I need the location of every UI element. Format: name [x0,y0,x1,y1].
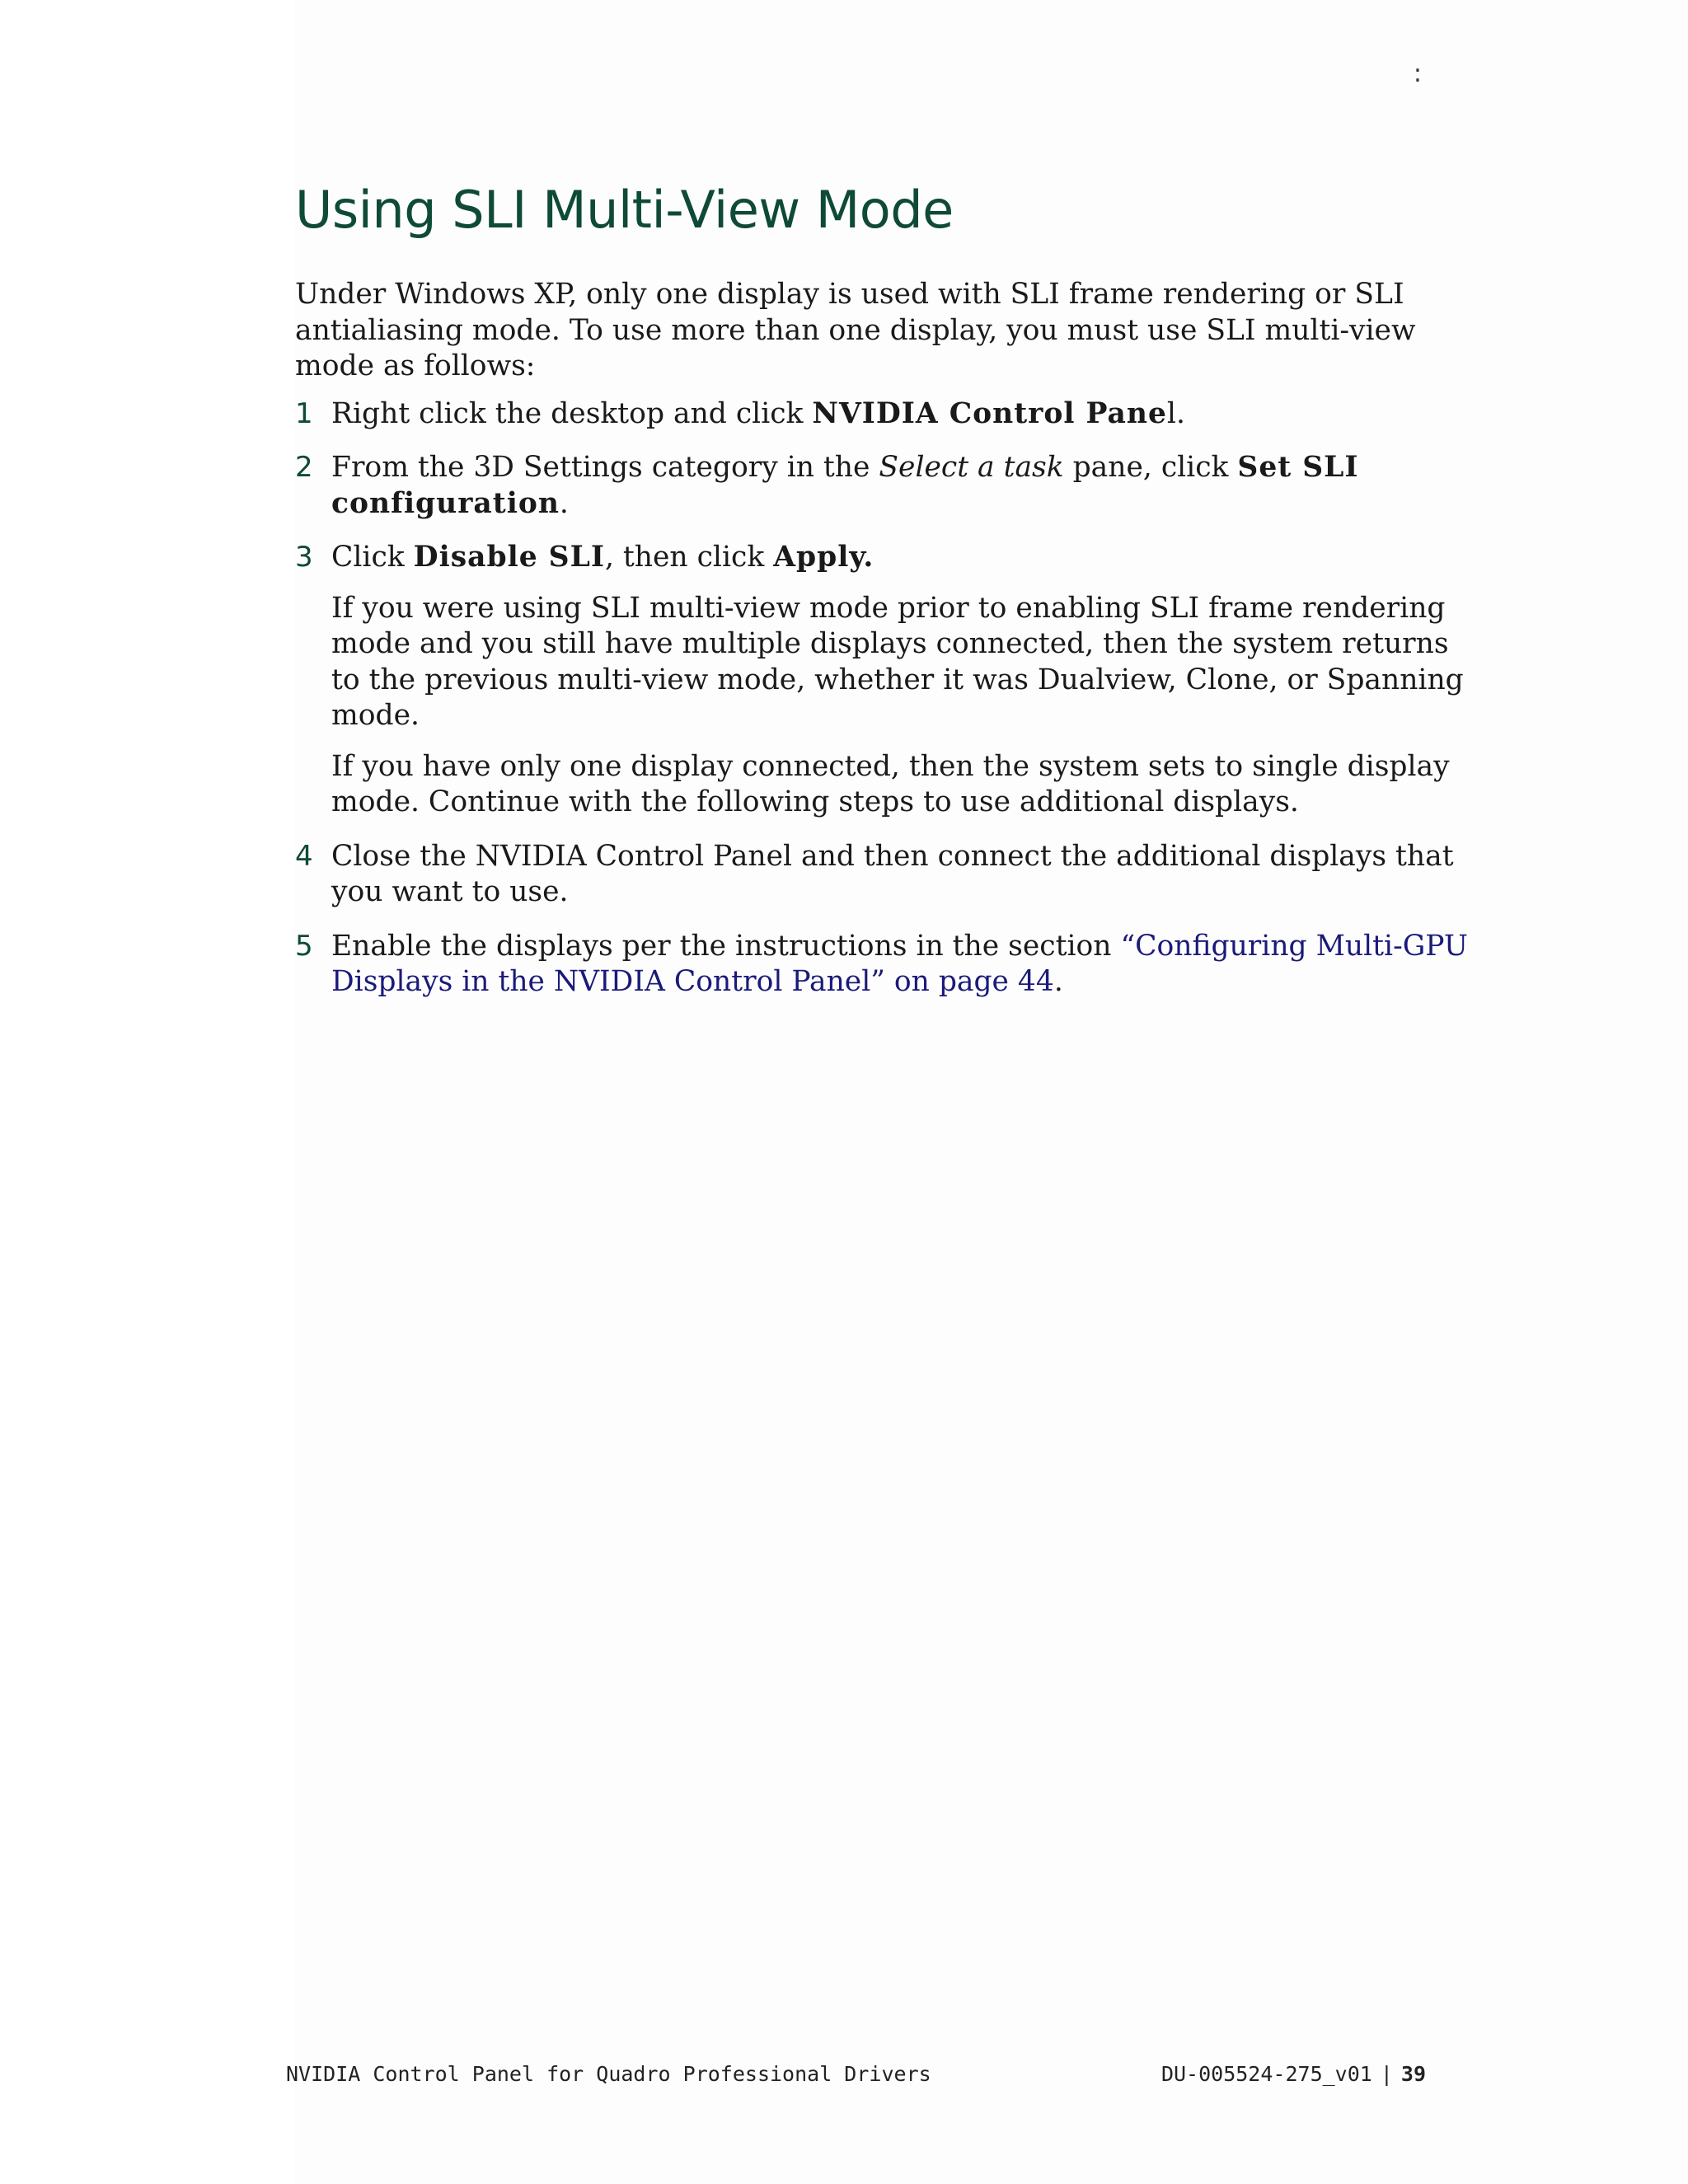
page-title: Using SLI Multi-View Mode [295,180,954,240]
main-content [295,277,1474,1019]
step-4 [295,839,1474,911]
steps-list [295,396,1474,1001]
step-text-segment: pane, click [1063,451,1238,484]
task-name: Set SLI configuration [331,451,1359,520]
cross-reference-link[interactable]: “Configuring Multi-GPU Displays in the NVIDIA Control Panel” on page 44 [331,929,1468,998]
step-number: 2 [295,451,313,484]
step-text-segment: . [559,486,569,520]
step-text-segment: l. [1166,396,1185,430]
footer-doc-info [1161,2062,1426,2086]
step-3-note-1: If you were using SLI multi-view mode prior to enabling SLI frame rendering mode and you still have multiple displays connected, then the system returns to the previous multi-view mode, whether it was Dualview, Clone, or Spanning mode. [331,591,1464,732]
footer-document-title: NVIDIA Control Panel for Quadro Professional Drivers [286,2062,931,2086]
button-name: Apply. [773,541,874,574]
step-text-segment: , then click [604,541,774,574]
step-text-segment: Click [331,541,414,574]
intro-paragraph: Under Windows XP, only one display is used with SLI frame rendering or SLI antialiasing mode. To use more than one display, you must use SLI multi-view mode as follows: [295,278,1416,382]
step-5 [295,929,1474,1001]
step-text [331,450,1474,522]
step-text-segment: From the 3D Settings category in the [331,451,879,484]
option-name: Disable SLI [413,541,605,574]
step-number: 4 [295,839,313,873]
footer-doc-id: DU-005524-275_v01 [1160,2062,1372,2086]
footer-separator: | [1380,2062,1393,2086]
step-3 [295,540,1474,821]
step-text [331,540,1474,576]
step-number: 1 [295,396,313,430]
step-text: Close the NVIDIA Control Panel and then connect the additional displays that you want to use. [331,839,1454,908]
step-1 [295,396,1474,433]
pane-name: Select a task [879,451,1064,484]
step-text-segment: Right click the desktop and click [331,396,813,430]
menu-item-name: NVIDIA Control Pane [812,396,1167,430]
step-text [331,396,1474,433]
step-text-segment: . [1053,965,1063,998]
step-text-segment: Enable the displays per the instructions in the section [331,929,1121,963]
page-number: 39 [1400,2062,1426,2086]
step-text [331,929,1474,1001]
step-number: 5 [295,929,313,963]
step-2 [295,450,1474,522]
header-mark: : [1413,59,1422,88]
step-3-note-2: If you have only one display connected, then the system sets to single display mode. Continue with the following steps to use additional displays. [331,749,1450,818]
step-number: 3 [295,541,313,574]
